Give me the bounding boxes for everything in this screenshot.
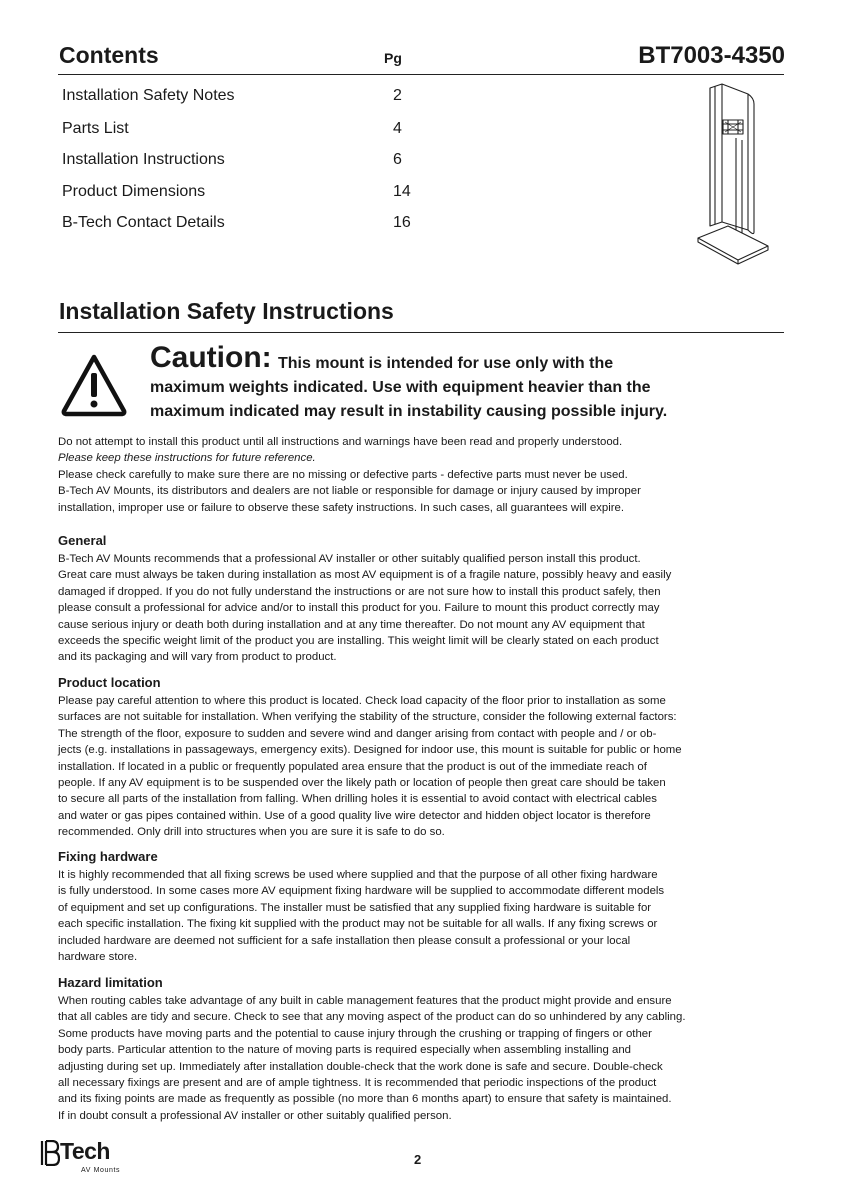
- paragraph-line: please consult a professional for advice and/or to install this product for you. Failure to mount this product correctly may: [58, 602, 660, 615]
- paragraph-line: recommended. Only drill into structures when you are sure it is safe to do so.: [58, 826, 445, 839]
- toc-item-label[interactable]: Installation Safety Notes: [62, 87, 235, 104]
- toc-item-page: 4: [393, 120, 402, 137]
- paragraph-line: It is highly recommended that all fixing screws be used where supplied and that the purpose of all other fixing hardware: [58, 869, 658, 881]
- intro-paragraph: [58, 434, 784, 516]
- hazard-limitation-heading: Hazard limitation: [58, 975, 163, 990]
- paragraph-line: Please check carefully to make sure there are no missing or defective parts - defective parts must never be used.: [58, 468, 628, 481]
- paragraph-line: Please pay careful attention to where this product is located. Check load capacity of the floor prior to installation as some: [58, 695, 666, 707]
- paragraph-line: installation. If located in a public or frequently populated area ensure that the product is out of the immediate reach of: [58, 760, 647, 773]
- paragraph-line: The strength of the floor, exposure to sudden and severe wind and danger arising from contact with people and / or ob-: [58, 727, 657, 740]
- page-column-header: Pg: [384, 50, 402, 66]
- general-heading: General: [58, 533, 107, 548]
- warning-triangle-icon: [60, 353, 128, 417]
- header-divider: [58, 74, 784, 75]
- contents-title: Contents: [59, 42, 159, 68]
- paragraph-line: each specific installation. The fixing kit supplied with the product may not be suitable for all walls. If any fixing screws or: [58, 918, 658, 931]
- section-divider: [58, 332, 784, 333]
- paragraph-line: all necessary fixings are present and are of ample tightness. It is recommended that periodic inspections of the product: [58, 1077, 657, 1090]
- btech-logo: [40, 1138, 134, 1178]
- paragraph-line: and its fixing points are made as frequently as possible (no more than 6 months apart) to ensure that safety is maintained.: [58, 1093, 672, 1106]
- toc-item-page: 6: [393, 151, 402, 168]
- paragraph-line: Do not attempt to install this product until all instructions and warnings have been read and properly understood.: [58, 436, 623, 448]
- paragraph-line: and its packaging and will vary from product to product.: [58, 651, 337, 664]
- paragraph-line: and water or gas pipes contained within. Use of a good quality live wire detector and hidden object locator is therefore: [58, 809, 651, 822]
- hazard-limitation-paragraph: [58, 993, 784, 1124]
- product-location-paragraph: [58, 693, 784, 841]
- logo-subtitle: AV Mounts: [81, 1167, 121, 1174]
- paragraph-line: B-Tech AV Mounts recommends that a professional AV installer or other suitably qualified person install this product.: [58, 553, 641, 565]
- paragraph-line: is fully understood. In some cases more AV equipment fixing hardware will be supplied to accommodate different models: [58, 885, 665, 898]
- paragraph-line: body parts. Particular attention to the nature of moving parts is required especially when assembling installing and: [58, 1044, 632, 1057]
- paragraph-line: exceeds the specific weight limit of the product you are installing. This weight limit will be clearly stated on each product: [58, 635, 659, 648]
- paragraph-line: If in doubt consult a professional AV installer or other suitably qualified person.: [58, 1109, 452, 1122]
- toc-item-page: 2: [393, 87, 402, 104]
- model-number: BT7003-4350: [638, 42, 785, 69]
- paragraph-line: of equipment and set up configurations. The installer must be satisfied that any supplied fixing hardware is suitable for: [58, 901, 652, 914]
- paragraph-line: B-Tech AV Mounts, its distributors and dealers are not liable or responsible for damage or injury caused by improper: [58, 485, 641, 498]
- paragraph-line: Please keep these instructions for future reference.: [58, 452, 316, 465]
- paragraph-line: to secure all parts of the installation from falling. When drilling holes it is essential to avoid contact with electrical cables: [58, 793, 657, 806]
- caution-text-line: maximum indicated may result in instability causing possible injury.: [150, 403, 668, 420]
- paragraph-line: people. If any AV equipment is to be suspended over the likely path or location of people then great care should be taken: [58, 777, 666, 790]
- paragraph-line: installation, improper use or failure to observe these safety instructions. In such cases, all guarantees will expire.: [58, 501, 625, 514]
- section-title: Installation Safety Instructions: [59, 298, 394, 324]
- toc-item-page: 14: [393, 183, 411, 200]
- caution-text-line: maximum weights indicated. Use with equipment heavier than the: [150, 379, 651, 396]
- logo-wordmark: Tech: [60, 1138, 110, 1164]
- toc-item-label[interactable]: Installation Instructions: [62, 151, 225, 168]
- paragraph-line: jects (e.g. installations in passageways, emergency exits). Designed for indoor use, this mount is suitable for public or home: [58, 744, 682, 757]
- caution-text-line: This mount is intended for use only with the: [278, 355, 614, 372]
- paragraph-line: included hardware are deemed not sufficient for a safe installation then please consult a professional or your local: [58, 934, 631, 947]
- fixing-hardware-paragraph: [58, 867, 784, 965]
- toc-item-label[interactable]: B-Tech Contact Details: [62, 214, 225, 231]
- caution-heading: Caution:: [150, 341, 272, 374]
- paragraph-line: Some products have moving parts and the potential to cause injury through the crushing or trapping of fingers or other: [58, 1027, 652, 1040]
- product-location-heading: Product location: [58, 675, 161, 690]
- fixing-hardware-heading: Fixing hardware: [58, 849, 158, 864]
- toc-item-page: 16: [393, 214, 411, 231]
- paragraph-line: hardware store.: [58, 951, 138, 964]
- paragraph-line: adjusting during set up. Immediately after installation double-check that the work done is safe and secure. Double-check: [58, 1060, 663, 1073]
- paragraph-line: When routing cables take advantage of any built in cable management features that the product might provide and ensure: [58, 995, 672, 1007]
- toc-item-label[interactable]: Product Dimensions: [62, 183, 206, 200]
- paragraph-line: that all cables are tidy and secure. Check to see that any moving aspect of the product can do so unhindered by any cabling.: [58, 1011, 686, 1024]
- toc-item-label[interactable]: Parts List: [62, 120, 129, 137]
- paragraph-line: Great care must always be taken during installation as most AV equipment is of a fragile nature, possibly heavy and easily: [58, 569, 672, 582]
- btech-b-mark-icon: [40, 1140, 60, 1166]
- floor-stand-illustration: [692, 82, 774, 272]
- page-number: 2: [414, 1152, 422, 1167]
- paragraph-line: damaged if dropped. If you do not fully understand the instructions or are not sure how to install this product safely, then: [58, 585, 661, 598]
- general-paragraph: [58, 551, 784, 666]
- paragraph-line: surfaces are not suitable for installation. When verifying the stability of the structure, consider the following external factors:: [58, 711, 677, 724]
- paragraph-line: cause serious injury or death both during installation and at any time thereafter. Do not mount any AV equipment that: [58, 618, 645, 631]
